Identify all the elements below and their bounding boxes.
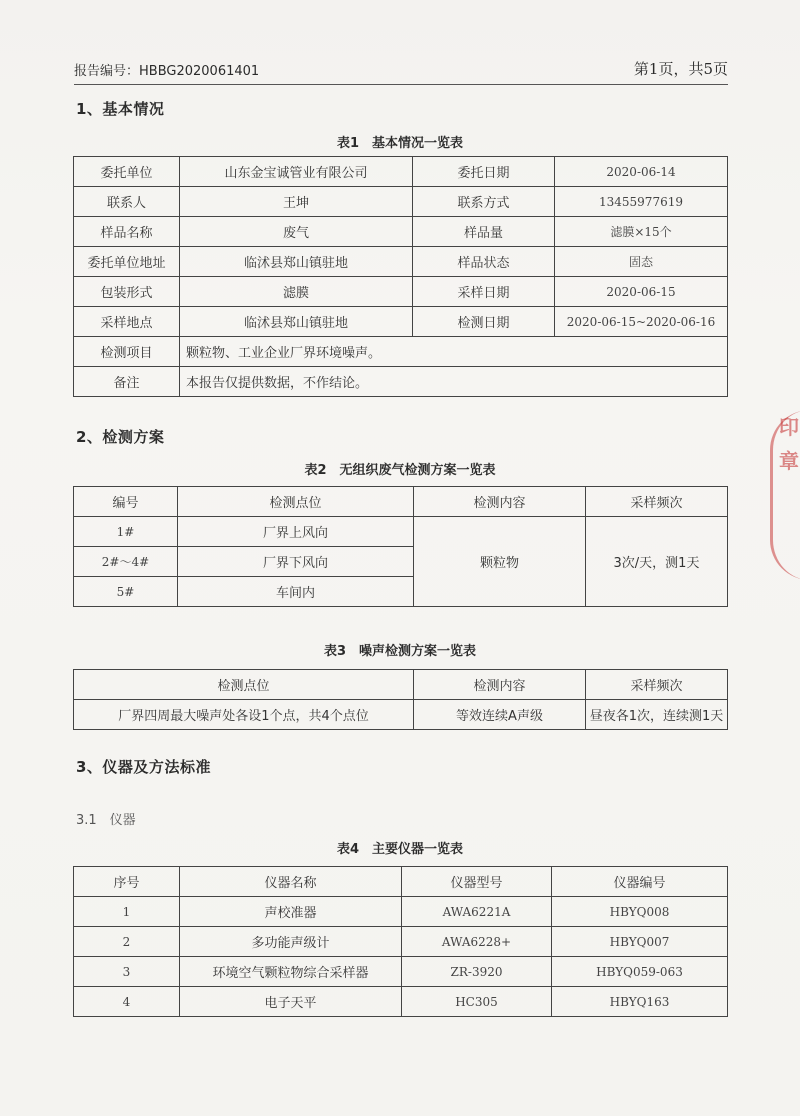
table-cell: 1 [74,897,180,927]
subsection-3-1-title: 3.1 仪器 [76,813,136,828]
header-cell: 检测内容 [414,487,586,517]
table-cell: AWA6221A [402,897,552,927]
field-value: 颗粒物、工业企业厂界环境噪声。 [180,337,728,367]
table-row [74,927,728,957]
noise-plan-table [73,669,728,730]
table-cell: 2 [74,927,180,957]
table-cell: 声校准器 [180,897,402,927]
table-row [74,367,728,397]
field-value: 滤膜 [180,277,413,307]
table-cell: 昼夜各1次，连续测1天 [586,700,728,730]
table-cell: 1# [74,517,178,547]
table-cell: 3次/天，测1天 [586,517,728,607]
table-cell: HBYQ008 [552,897,728,927]
header-cell: 仪器型号 [402,867,552,897]
table-row [74,247,728,277]
header-cell: 编号 [74,487,178,517]
field-value: 2020-06-14 [555,157,728,187]
section-2-title: 2、检测方案 [76,428,165,446]
field-value: 废气 [180,217,413,247]
table-row [74,157,728,187]
table-1-caption: 表1 基本情况一览表 [336,136,464,151]
table-cell: 车间内 [178,577,414,607]
basic-info-table [73,156,728,397]
header-cell: 检测点位 [74,670,414,700]
table-cell: 多功能声级计 [180,927,402,957]
field-value: 2020-06-15~2020-06-16 [555,307,728,337]
field-label: 联系人 [74,187,180,217]
header-cell: 检测内容 [414,670,586,700]
table-cell: HBYQ059-063 [552,957,728,987]
field-label: 样品名称 [74,217,180,247]
table-cell: AWA6228+ [402,927,552,957]
field-value: 临沭县郑山镇驻地 [180,307,413,337]
table-cell: 厂界上风向 [178,517,414,547]
table-cell: 5# [74,577,178,607]
table-row [74,277,728,307]
table-3-caption: 表3 噪声检测方案一览表 [323,644,477,659]
table-cell: HBYQ007 [552,927,728,957]
field-label: 备注 [74,367,180,397]
table-cell: 4 [74,987,180,1017]
waste-gas-plan-table [73,486,728,607]
table-row [74,337,728,367]
table-cell: 等效连续A声级 [414,700,586,730]
report-header [74,58,728,85]
table-cell: HBYQ163 [552,987,728,1017]
field-label: 联系方式 [413,187,555,217]
header-cell: 检测点位 [178,487,414,517]
field-label: 采样地点 [74,307,180,337]
table-row [74,700,728,730]
table-row [74,187,728,217]
field-value: 滤膜×15个 [555,217,728,247]
field-value: 山东金宝诚管业有限公司 [180,157,413,187]
field-value: 本报告仅提供数据，不作结论。 [180,367,728,397]
table-row [74,307,728,337]
table-cell: 厂界下风向 [178,547,414,577]
field-label: 委托日期 [413,157,555,187]
field-value: 2020-06-15 [555,277,728,307]
table-4-caption: 表4 主要仪器一览表 [336,842,464,857]
table-row [74,867,728,897]
table-row [74,987,728,1017]
table-row [74,670,728,700]
field-label: 样品量 [413,217,555,247]
table-2-caption: 表2 无组织废气检测方案一览表 [304,463,496,478]
header-cell: 仪器编号 [552,867,728,897]
field-label: 样品状态 [413,247,555,277]
table-row [74,517,728,547]
red-seal-stamp: 印 章 [770,410,800,580]
page-info: 第1页，共5页 [633,60,728,78]
header-cell: 采样频次 [586,487,728,517]
header-cell: 采样频次 [586,670,728,700]
table-cell: 颗粒物 [414,517,586,607]
field-label: 委托单位地址 [74,247,180,277]
field-value: 固态 [555,247,728,277]
table-cell: 厂界四周最大噪声处各设1个点，共4个点位 [74,700,414,730]
field-label: 检测项目 [74,337,180,367]
field-value: 13455977619 [555,187,728,217]
table-row [74,487,728,517]
field-label: 检测日期 [413,307,555,337]
field-label: 包装形式 [74,277,180,307]
table-row [74,957,728,987]
field-label: 委托单位 [74,157,180,187]
field-label: 采样日期 [413,277,555,307]
field-value: 临沭县郑山镇驻地 [180,247,413,277]
table-cell: 2#～4# [74,547,178,577]
table-cell: 电子天平 [180,987,402,1017]
table-row [74,897,728,927]
header-cell: 序号 [74,867,180,897]
instrument-table [73,866,728,1017]
table-cell: 3 [74,957,180,987]
section-3-title: 3、仪器及方法标准 [76,758,211,776]
report-number: 报告编号：HBBG2020061401 [74,64,260,79]
table-cell: 环境空气颗粒物综合采样器 [180,957,402,987]
table-row [74,217,728,247]
field-value: 王坤 [180,187,413,217]
table-cell: HC305 [402,987,552,1017]
header-cell: 仪器名称 [180,867,402,897]
section-1-title: 1、基本情况 [76,100,165,118]
table-cell: ZR-3920 [402,957,552,987]
